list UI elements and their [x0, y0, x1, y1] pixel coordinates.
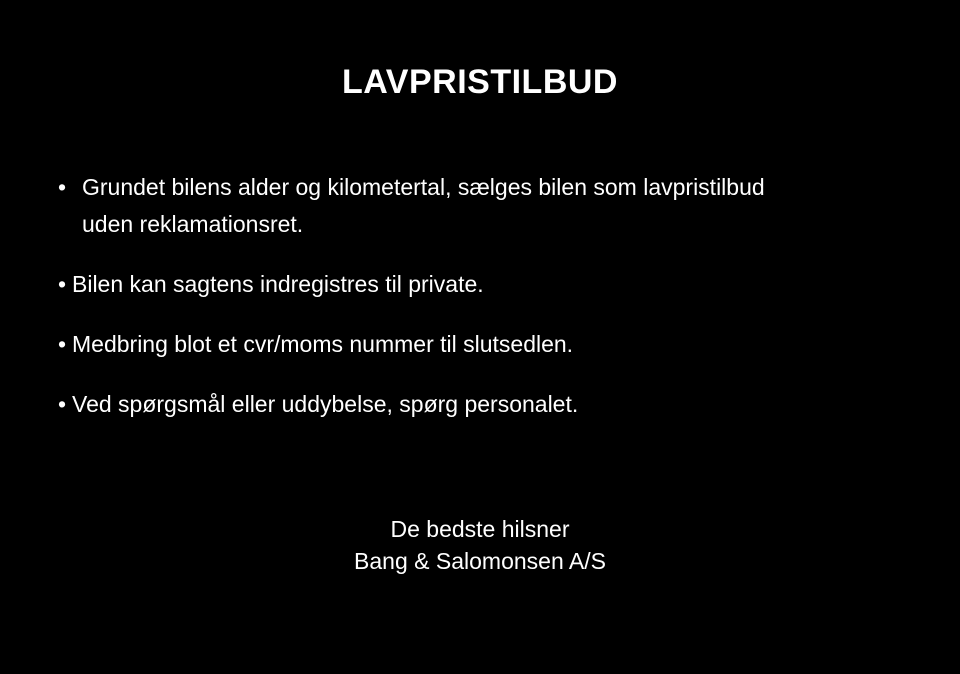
bullet-icon: • — [58, 391, 67, 417]
bullet-text — [72, 326, 905, 363]
bullet-text-line: uden reklamationsret. — [82, 211, 304, 237]
footer — [0, 513, 960, 577]
slide-title: LAVPRISTILBUD — [342, 63, 618, 101]
bullet-item — [58, 326, 905, 363]
bullet-text-line: Grundet bilens alder og kilometertal, sælges bilen som lavpristilbud — [82, 174, 765, 200]
bullet-item — [58, 169, 905, 243]
bullet-text — [72, 386, 905, 423]
bullet-text-line: Bilen kan sagtens indregistres til private. — [72, 271, 484, 297]
bullet-text — [72, 266, 905, 303]
bullet-item — [58, 266, 905, 303]
bullet-text-line: Ved spørgsmål eller uddybelse, spørg personalet. — [72, 391, 579, 417]
footer-line-2: Bang & Salomonsen A/S — [354, 548, 606, 574]
bullet-item — [58, 386, 905, 423]
bullet-text — [82, 169, 905, 243]
bullet-icon: • — [58, 174, 67, 200]
bullet-icon: • — [58, 271, 67, 297]
bullet-icon: • — [58, 331, 67, 357]
footer-line-1: De bedste hilsner — [390, 516, 570, 542]
bullet-list — [58, 169, 905, 446]
bullet-text-line: Medbring blot et cvr/moms nummer til slutsedlen. — [72, 331, 574, 357]
